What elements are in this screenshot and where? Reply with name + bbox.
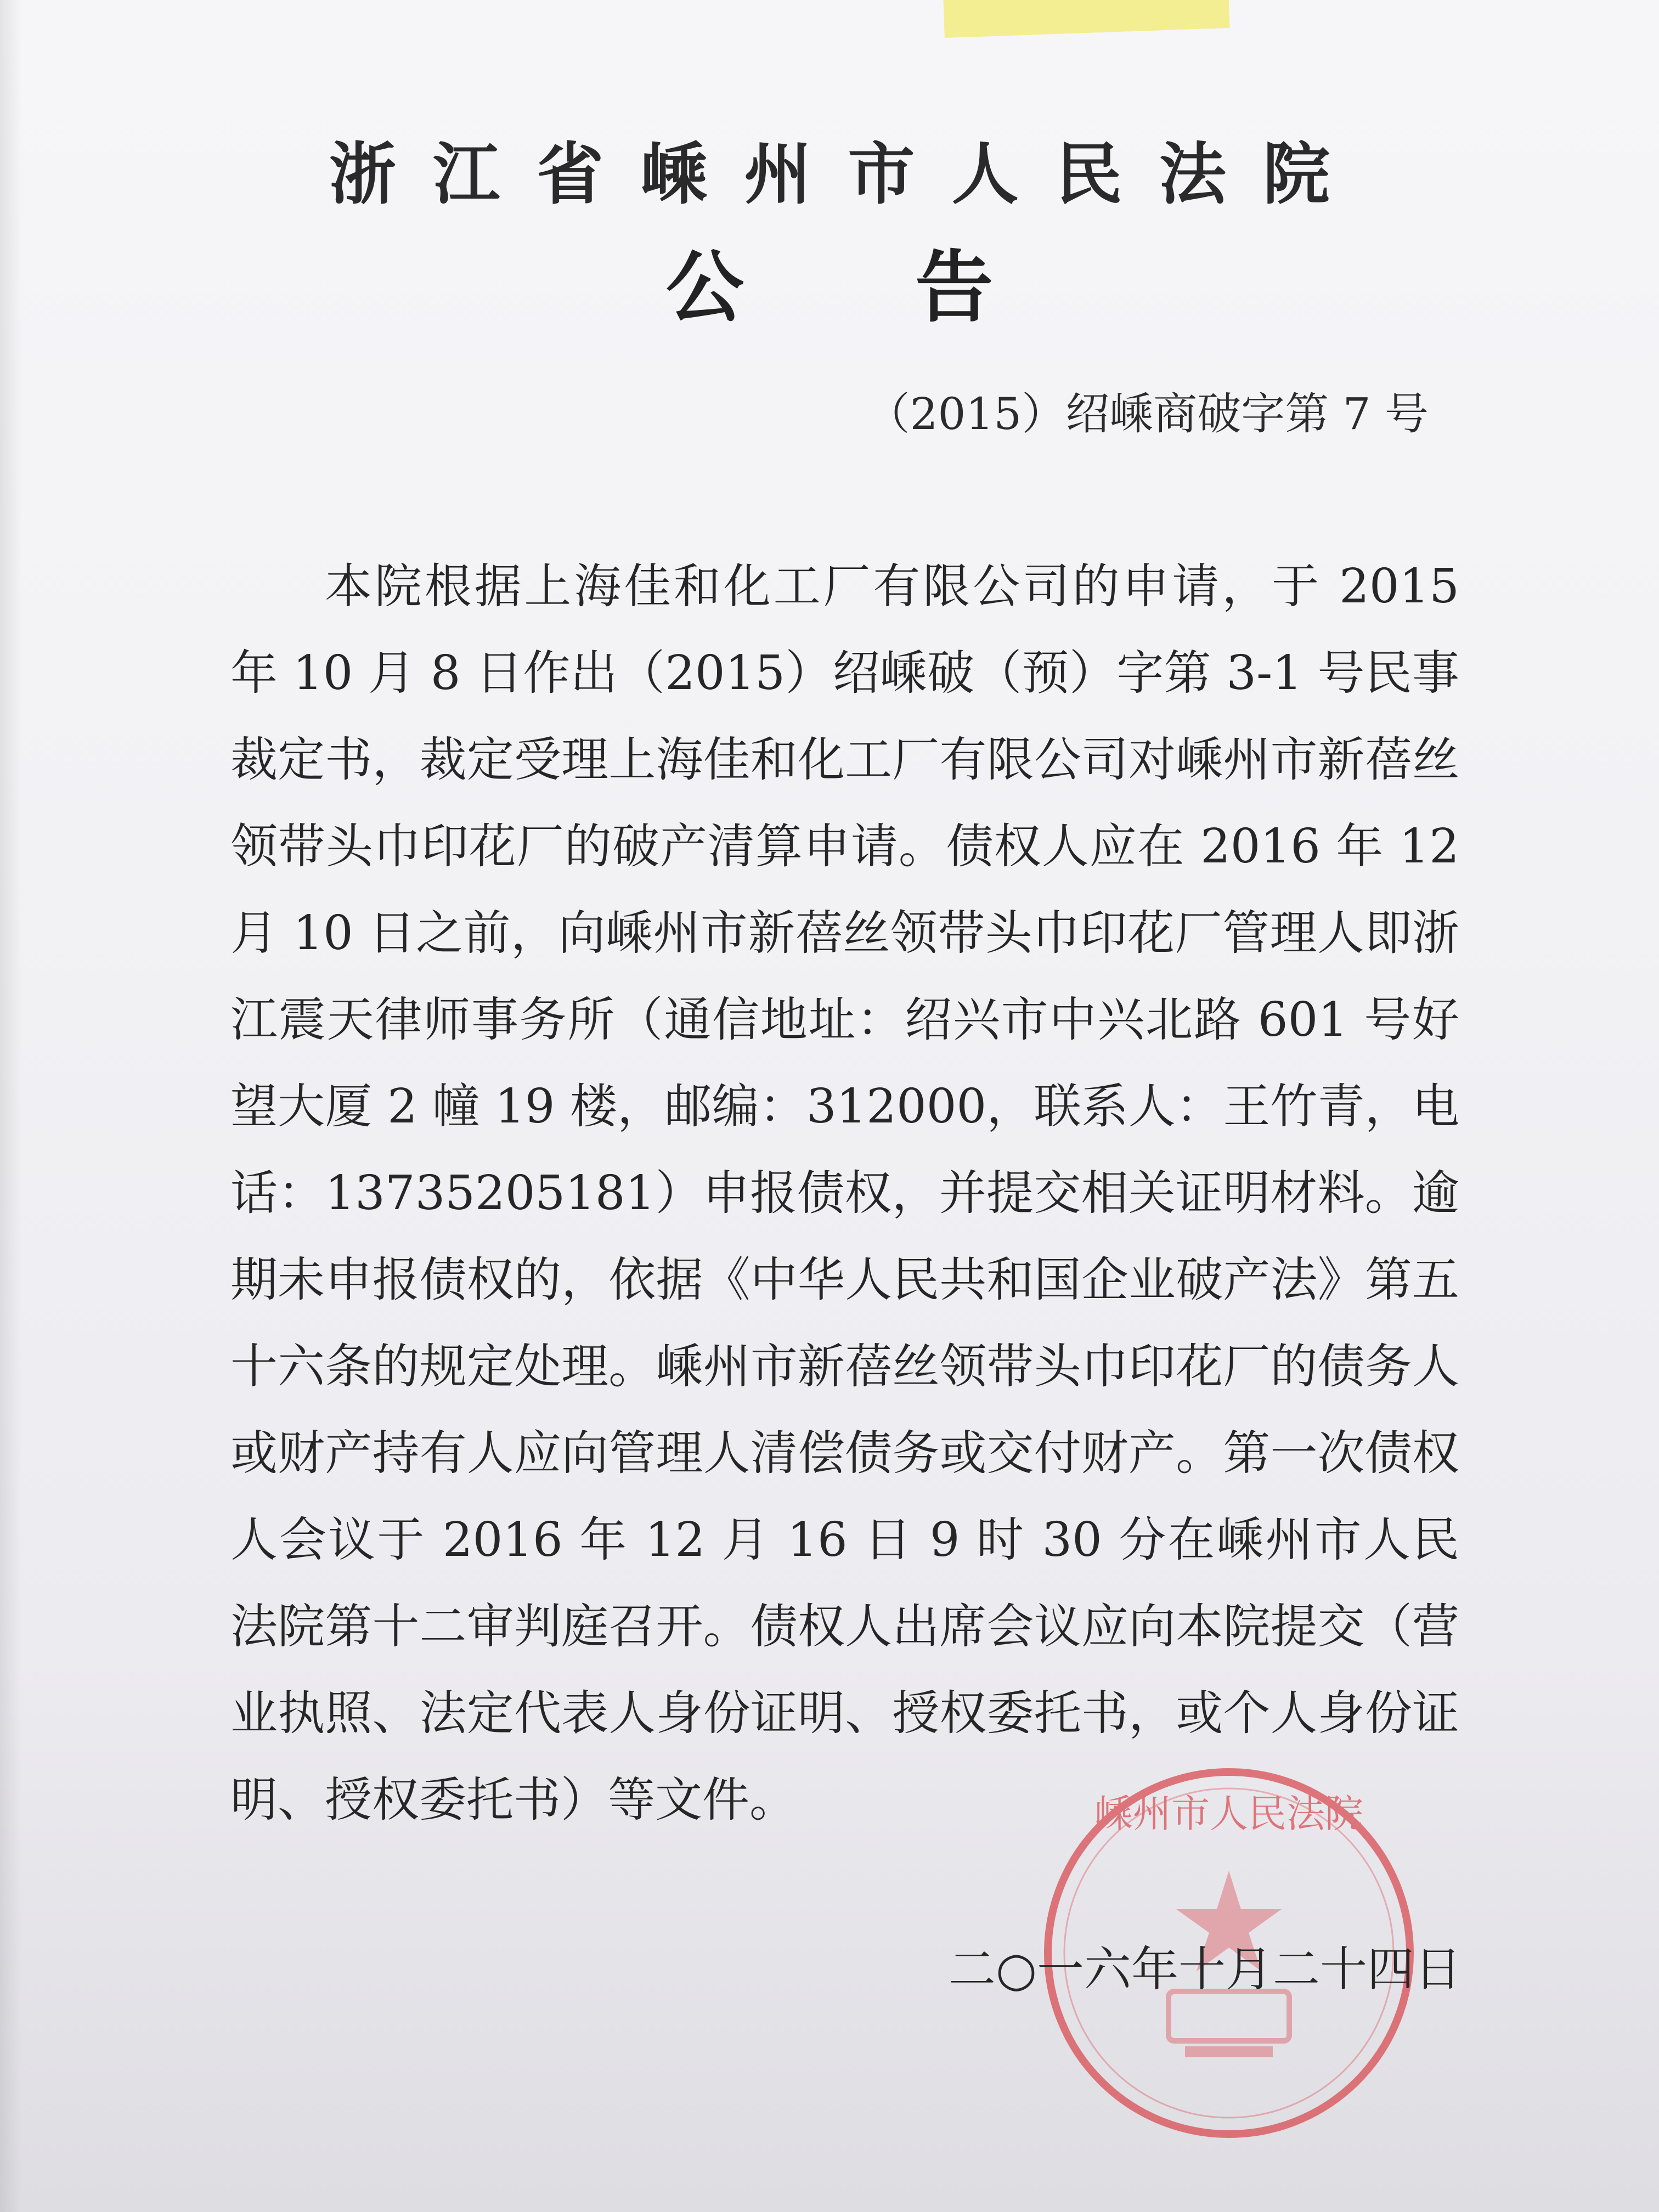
court-name-heading: 浙江省嵊州市人民法院 [329,134,1367,213]
case-number: （2015）绍嵊商破字第 7 号 [866,388,1429,439]
announcement-body: 本院根据上海佳和化工厂有限公司的申请，于 2015 年 10 月 8 日作出（2015）绍嵊破（预）字第 3-1 号民事裁定书，裁定受理上海佳和化工厂有限公司对嵊州市新蓓丝领带头巾印花厂的破产清算申请。债权人应在 2016 年 12 月 10 日之前，向嵊州市新蓓丝领带头巾印花厂管理人即浙江震天律师事务所（通信地址：绍兴市中兴北路 601 号好望大厦 2 幢 19 楼，邮编：312000，联系人：王竹青，电话：13735205181）申报债权，并提交相关证明材料。逾期未申报债权的，依据《中华人民共和国企业破产法》第五十六条的规定处理。嵊州市新蓓丝领带头巾印花厂的债务人或财产持有人应向管理人清偿债务或交付财产。第一次债权人会议于 2016 年 12 月 16 日 9 时 30 分在嵊州市人民法院第十二审判庭召开。债权人出席会议应向本院提交（营业执照、法定代表人身份证明、授权委托书，或个人身份证明、授权委托书）等文件。 [230,559,1459,1827]
sticky-note [943,0,1229,38]
issue-date: 二○一六年十月二十四日 [948,1942,1462,1997]
seal-text: 嵊州市人民法院 [1094,1791,1363,1836]
document-type-heading: 公告 [665,242,1165,333]
